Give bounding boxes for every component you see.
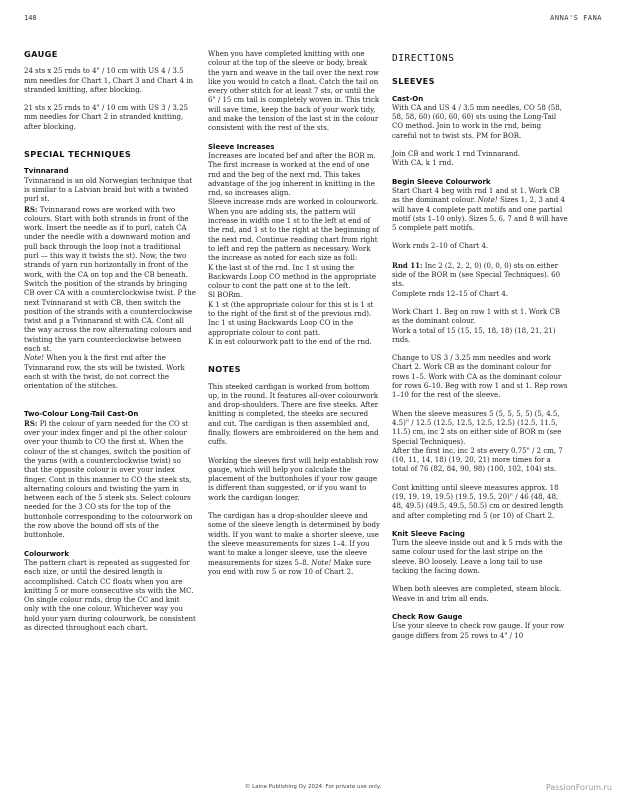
begin-colourwork-heading: Begin Sleeve Colourwork [392, 177, 491, 186]
sleeve-increases-p3: K the last st of the rnd. Inc 1 st using the Backwards Loop CO method in the appropriate colour to cont the patt one st to the left. [208, 263, 376, 291]
running-title: ANNA'S FANA [550, 14, 602, 22]
rs-label: RS: [24, 204, 38, 214]
chart1-paragraph-b: Work a total of 15 (15, 15, 18, 18) (18, 21, 21) rnds. [392, 326, 556, 344]
sleeve-facing-paragraph: Turn the sleeve inside out and k 5 rnds with the same colour used for the last stripe on the sleeve. BO loosely. Leave a long tail to use tacking the facing down. [392, 539, 563, 576]
chart1-paragraph-a: Work Chart 1. Beg on row 1 with st 1. Work CB as the dominant colour. [392, 307, 561, 326]
sleeve-increases-heading: Sleeve Increases [208, 142, 275, 151]
longtail-paragraph [24, 419, 196, 541]
longtail-text: Pl the colour of yarn needed for the CO st over your index finger and pl the other colour over your thumb to CO the first st. When the colour of the st changes, switch the position of the yarns (with a counterclockwise twist) so that the opposite colour is over your index finger. Cont in this manner to CO the steek sts, alternating colours and twisting the yarn in between each of the 5 steek sts. Select colours needed for the 3 CO sts for the top of the buttonhole corresponding to the colourwork on the row above the bound off sts of the buttonhole. [24, 419, 193, 540]
measure-paragraph-1: When the sleeve measures 5 (5, 5, 5, 5) (5, 4.5, 4.5)" / 12.5 (12.5, 12.5, 12.5, 12.5) (12.5, 11.5, 11.5) cm, inc 2 sts on either side of BOR m (see Special Techniques). [392, 409, 562, 446]
notes-heading: NOTES [208, 364, 241, 375]
notes-paragraph-2: Working the sleeves first will help establish row gauge, which will help you calculate the placement of the buttonholes if your row gauge is different than suggested, or if you want to work the cardigan longer. [208, 456, 379, 502]
colourwork-paragraph: The pattern chart is repeated as suggested for each size, or until the desired length is accomplished. Catch CC floats when you are knitting 5 or more consecutive sts with the MC. On single colour rnds, drop the CC and knit only with the one colour. Whichever way you hold your yarn during colourwork, be consistent as directed throughout each chart. [24, 558, 196, 633]
measure-paragraph-2: After the first inc, inc 2 sts every 0.75" / 2 cm, 7 (10, 11, 14, 18) (19, 20, 21) more times for a total of 76 (82, 84, 90, 98) (100, 102, 104) sts. [392, 446, 563, 474]
column-left [24, 50, 196, 642]
sleeve-increases-p5: K 1 st (the appropriate colour for this st is 1 st to the right of the first st of the previous rnd). Inc 1 st using Backwards Loop CO in the appropriate colour to cont patt. [208, 300, 374, 337]
column-middle [208, 50, 380, 586]
notes-paragraph-3 [208, 512, 380, 577]
tvinnarand-note-text: When you k the first rnd after the Tvinnarand row, the sts will be twisted. Work each st with the twist, do not correct the orientation of the stitches. [24, 354, 185, 391]
join-paragraph [392, 150, 568, 169]
join-line-2: With CA, k 1 rnd. [392, 159, 454, 168]
cast-on-heading: Cast-On [392, 94, 424, 103]
note-label: Note! [24, 354, 45, 363]
page-number: 148 [24, 14, 37, 22]
cast-on-paragraph: With CA and US 4 / 3.5 mm needles, CO 58 (58, 58, 58, 60) (60, 60, 60) sts using the Long-Tail CO method. Join to work in the rnd, being careful not to twist sts. PM for BOR. [392, 103, 562, 140]
notes-paragraph-3-text: The cardigan has a drop-shoulder sleeve and some of the sleeve length is determined by body width. If you want to make a shorter sleeve, use the sleeve measurements for sizes 1–4. If you want to make a longer sleeve, use the sleeve measurements for sizes 5–8. [208, 512, 380, 567]
gauge-paragraph-1: 24 sts x 25 rnds to 4" / 10 cm with US 4 / 3.5 mm needles for Chart 1, Chart 3 and Chart 4 in stranded knitting, after blocking. [24, 67, 194, 94]
sleeve-increases-p2: Sleeve increase rnds are worked in colourwork. When you are adding sts, the pattern will increase in width one 1 st to the left at end of the rnd, and 1 st to the right at the beginning of the next rnd. Continue reading chart from right to left and rep the pattern as necessary. Work the increase as noted for each size as foll: [208, 198, 380, 263]
weave-tail-paragraph: When you have completed knitting with one colour at the top of the sleeve or body, break the yarn and weave in the tail over the next row like you would to catch a float. Catch the tail on every other stitch for at least 7 sts, or until the 6" / 15 cm tail is completely woven in. This trick will save time, keep the back of your work tidy, and make the tension of the last st in the colour consistent with the rest of the sts. [208, 50, 380, 133]
longtail-heading: Two-Colour Long-Tail Cast-On [24, 409, 139, 418]
rs-label: RS: [24, 418, 38, 428]
notes-note-text: Make sure you end with row 5 or row 10 of Chart 2. [208, 558, 372, 576]
cont-knitting-paragraph: Cont knitting until sleeve measures approx. 18 (19, 19, 19, 19.5) (19.5, 19.5, 20)" / 46 (48, 48, 48, 49.5) (49.5, 49.5, 50.5) cm or desired length and after completing rnd 5 (or 10) of Chart 2. [392, 483, 564, 520]
steam-block-paragraph: When both sleeves are completed, steam block. Weave in and trim all ends. [392, 585, 562, 603]
colourwork-heading: Colourwork [24, 549, 69, 558]
note-label: Note! [311, 558, 332, 567]
begin-text-b: Sizes 1, 2, 3 and 4 will have 4 complete patt motifs and one partial motif (sts 1–10 only). Sizes 5, 6, 7 and 8 will have 5 complete patt motifs. [392, 196, 568, 233]
rnd11-text: Inc 2 (2, 2, 2, 0) (0, 0, 0) sts on either side of the BOR m (see Special Techniques). 60 sts. [392, 261, 561, 289]
tvinnarand-rs-text: Tvinnarand rows are worked with two colours. Start with both strands in front of the work. Insert the needle as if to purl, catch CA under the needle with a downward motion and pull back through the loop (not a traditional purl — this way it twists the st). Now, the two strands of yarn run horizontally in front of the work, with the CA on top and the CB beneath. Switch the position of the strands by bringing CB over CA with a counterclockwise twist. P the next Tvinnarand st with CB, then switch the position of the strands with a counterclockwise twist and p a Tvinnarand st with CA. Cont all the way across the row alternating colours and twisting the yarn counterclockwise between each st. [24, 205, 196, 354]
tvinnarand-heading: Tvinnarand [24, 167, 69, 176]
page-header [24, 14, 602, 26]
begin-text-a: Start Chart 4 beg with rnd 1 and st 1. Work CB as the dominant colour. [392, 186, 560, 205]
tvinnarand-rs-paragraph [24, 205, 196, 355]
sleeve-facing-heading: Knit Sleeve Facing [392, 529, 465, 538]
note-label: Note! [475, 196, 498, 205]
tvinnarand-note-paragraph [24, 354, 196, 391]
complete-rnds-paragraph: Complete rnds 12–15 of Chart 4. [392, 289, 509, 298]
sleeves-heading: SLEEVES [392, 76, 435, 87]
work-rnds-paragraph: Work rnds 2–10 of Chart 4. [392, 242, 489, 251]
check-row-gauge-paragraph: Use your sleeve to check row gauge. If your row gauge differs from 25 rows to 4" / 10 [392, 622, 565, 640]
begin-colourwork-paragraph [392, 187, 568, 233]
sleeve-increases-p6: K in est colourwork patt to the end of the rnd. [208, 337, 372, 346]
directions-heading: DIRECTIONS [392, 53, 455, 64]
copyright-footer: © Laine Publishing Oy 2024. For private use only. [244, 784, 382, 790]
gauge-paragraph-2: 21 sts x 25 rnds to 4" / 10 cm with US 3 / 3.25 mm needles for Chart 2 in stranded knitting, after blocking. [24, 104, 189, 131]
tvinnarand-intro: Tvinnarand is an old Norwegian technique that is similar to a Latvian braid but with a twisted purl st. [24, 176, 193, 204]
sleeve-increases-p1: Increases are located bef and after the BOR m. The first increase is worked at the end of one rnd and the beg of the next rnd. This takes advantage of the jog inherent in knitting in the rnd, so increases align. [208, 151, 376, 198]
gauge-heading: GAUGE [24, 49, 58, 59]
rnd11-label: Rnd 11: [392, 260, 423, 270]
rnd11-paragraph [392, 261, 568, 290]
sleeve-increases-p4: Sl BORm. [208, 291, 243, 300]
notes-paragraph-1: This steeked cardigan is worked from bottom up, in the round. It features all-over colourwork and drop-shoulders. There are five steeks. After knitting is completed, the steeks are secured and cut. The cardigan is then assembled and, finally, flowers are embroidered on the hem and cuffs. [208, 382, 379, 447]
chart2-paragraph: Change to US 3 / 3.25 mm needles and work Chart 2. Work CB as the dominant colour for rows 1–5. Work with CA as the dominant colour for rows 6–10. Beg with row 1 and st 1. Rep rows 1–10 for the rest of the sleeve. [392, 354, 568, 400]
column-right [392, 50, 568, 650]
watermark: PassionForum.ru [545, 783, 612, 792]
check-row-gauge-heading: Check Row Gauge [392, 612, 463, 621]
special-techniques-heading: SPECIAL TECHNIQUES [24, 149, 132, 160]
join-line-1: Join CB and work 1 rnd Tvinnarand. [392, 150, 521, 159]
